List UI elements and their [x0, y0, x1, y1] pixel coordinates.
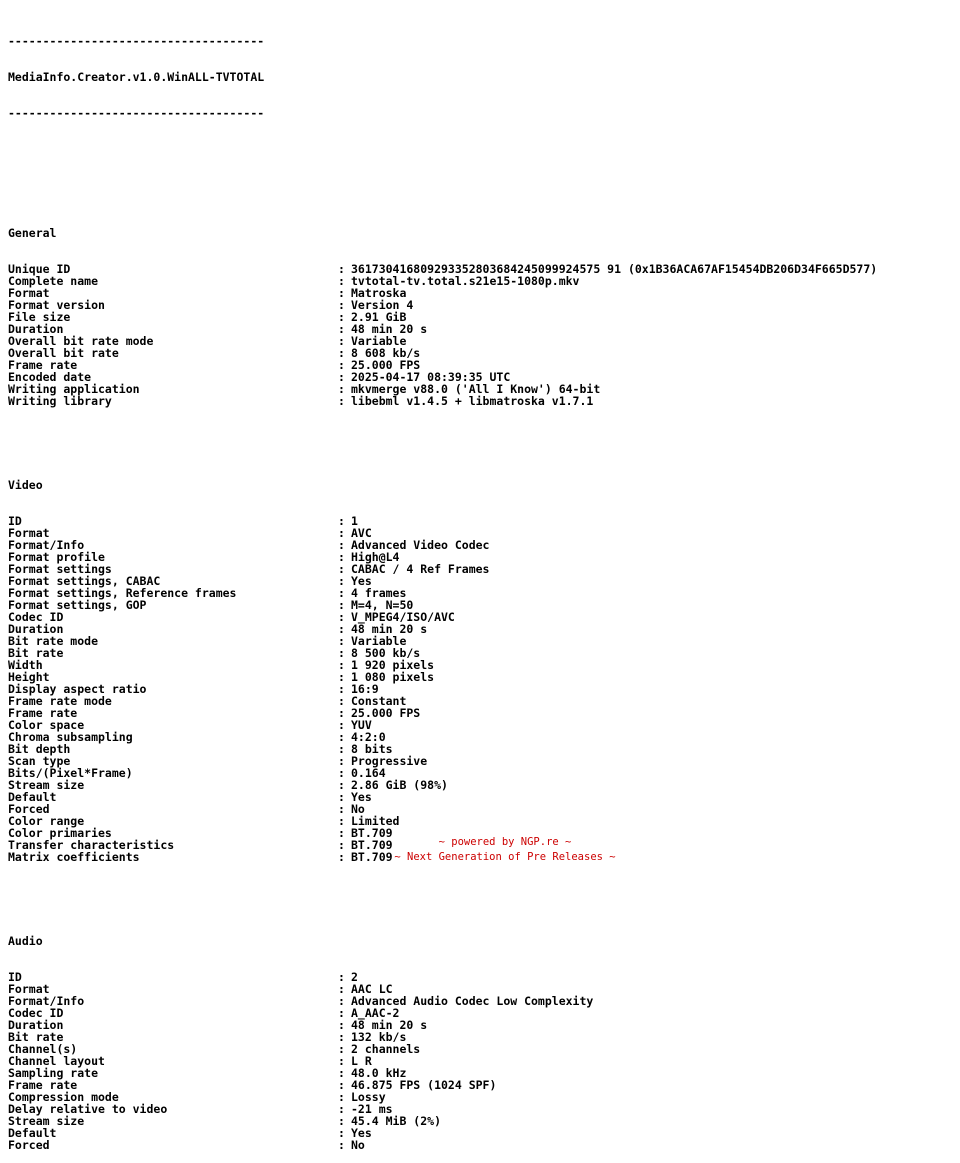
field-separator: : — [338, 262, 345, 276]
field-separator: : — [338, 526, 345, 540]
field-value: Progressive — [351, 754, 428, 768]
field-label: Format settings, Reference frames — [8, 586, 237, 600]
field-label: Bit rate — [8, 1030, 64, 1044]
field-label: Frame rate — [8, 1078, 78, 1092]
field-label: Transfer characteristics — [8, 838, 175, 852]
field-label: Scan type — [8, 754, 71, 768]
field-label: Display aspect ratio — [8, 682, 147, 696]
video-section-heading: Video — [8, 478, 43, 492]
field-value: Variable — [351, 334, 407, 348]
field-value: 1 — [351, 514, 358, 528]
field-value: 46.875 FPS (1024 SPF) — [351, 1078, 497, 1092]
field-separator: : — [338, 994, 345, 1008]
field-label: Width — [8, 658, 43, 672]
field-value: AVC — [351, 526, 372, 540]
field-separator: : — [338, 1066, 345, 1080]
field-value: 8 bits — [351, 742, 393, 756]
field-value: Lossy — [351, 1090, 386, 1104]
field-value: 48 min 20 s — [351, 622, 428, 636]
field-label: Duration — [8, 1018, 64, 1032]
field-separator: : — [338, 814, 345, 828]
field-value: 48 min 20 s — [351, 322, 428, 336]
field-label: Format settings, CABAC — [8, 574, 161, 588]
field-label: Format — [8, 982, 50, 996]
audio-row — [8, 1090, 386, 1104]
field-label: Overall bit rate — [8, 346, 119, 360]
field-label: Stream size — [8, 1114, 85, 1128]
field-separator: : — [338, 718, 345, 732]
field-separator: : — [338, 370, 345, 384]
field-value: 0.164 — [351, 766, 386, 780]
field-label: Color range — [8, 814, 85, 828]
video-section — [8, 514, 490, 864]
field-label: Channel layout — [8, 1054, 105, 1068]
field-value: 1 920 pixels — [351, 658, 435, 672]
audio-row — [8, 1066, 407, 1080]
field-label: Writing application — [8, 382, 140, 396]
field-separator: : — [338, 754, 345, 768]
audio-row — [8, 1102, 393, 1116]
field-label: Matrix coefficients — [8, 850, 140, 864]
audio-row — [8, 994, 594, 1008]
field-value: 4:2:0 — [351, 730, 386, 744]
field-label: Codec ID — [8, 1006, 64, 1020]
field-value: Variable — [351, 634, 407, 648]
audio-row — [8, 1006, 400, 1020]
audio-row — [8, 1126, 372, 1140]
field-value: Version 4 — [351, 298, 414, 312]
field-separator: : — [338, 766, 345, 780]
field-label: Format/Info — [8, 994, 85, 1008]
audio-row — [8, 1138, 365, 1152]
field-label: Sampling rate — [8, 1066, 99, 1080]
audio-row — [8, 1054, 372, 1068]
field-value: 48.0 kHz — [351, 1066, 407, 1080]
field-separator: : — [338, 850, 345, 864]
field-value: L R — [351, 1054, 372, 1068]
field-separator: : — [338, 334, 345, 348]
field-separator: : — [338, 1138, 345, 1152]
field-separator: : — [338, 970, 345, 984]
audio-row — [8, 1030, 407, 1044]
field-separator: : — [338, 694, 345, 708]
audio-row — [8, 1114, 442, 1128]
field-separator: : — [338, 622, 345, 636]
field-value: M=4, N=50 — [351, 598, 414, 612]
field-separator: : — [338, 802, 345, 816]
field-label: Compression mode — [8, 1090, 119, 1104]
document-title: MediaInfo.Creator.v1.0.WinALL-TVTOTAL — [8, 70, 265, 84]
field-value: 4 frames — [351, 586, 407, 600]
field-separator: : — [338, 550, 345, 564]
field-value: Yes — [351, 574, 372, 588]
audio-row — [8, 982, 393, 996]
field-label: Format — [8, 286, 50, 300]
field-separator: : — [338, 382, 345, 396]
field-value: 361730416809293352803684245099924575 91 (0x1B36ACA67AF15454DB206D34F665D577) — [351, 262, 878, 276]
field-value: 132 kb/s — [351, 1030, 407, 1044]
field-value: Constant — [351, 694, 407, 708]
field-value: Advanced Video Codec — [351, 538, 490, 552]
field-value: Yes — [351, 790, 372, 804]
field-value: tvtotal-tv.total.s21e15-1080p.mkv — [351, 274, 580, 288]
audio-row — [8, 970, 358, 984]
field-value: High@L4 — [351, 550, 400, 564]
field-value: 48 min 20 s — [351, 1018, 428, 1032]
field-separator: : — [338, 358, 345, 372]
field-separator: : — [338, 682, 345, 696]
field-label: Channel(s) — [8, 1042, 78, 1056]
field-separator: : — [338, 1006, 345, 1020]
field-label: Delay relative to video — [8, 1102, 168, 1116]
field-label: Format profile — [8, 550, 105, 564]
field-separator: : — [338, 658, 345, 672]
field-value: No — [351, 802, 365, 816]
field-separator: : — [338, 1114, 345, 1128]
audio-section — [8, 970, 594, 1152]
audio-row — [8, 1042, 421, 1056]
field-separator: : — [338, 634, 345, 648]
field-value: CABAC / 4 Ref Frames — [351, 562, 490, 576]
field-value: mkvmerge v88.0 ('All I Know') 64-bit — [351, 382, 601, 396]
field-separator: : — [338, 598, 345, 612]
header-rule-top: ------------------------------------- — [8, 34, 265, 48]
field-separator: : — [338, 574, 345, 588]
field-separator: : — [338, 1054, 345, 1068]
footer-tagline: ~ Next Generation of Pre Releases ~ — [394, 851, 616, 863]
field-separator: : — [338, 982, 345, 996]
field-separator: : — [338, 274, 345, 288]
field-label: Color space — [8, 718, 85, 732]
field-label: Duration — [8, 322, 64, 336]
field-value: AAC LC — [351, 982, 393, 996]
field-label: Complete name — [8, 274, 99, 288]
field-label: Forced — [8, 1138, 50, 1152]
field-separator: : — [338, 1102, 345, 1116]
field-value: 2 channels — [351, 1042, 421, 1056]
field-value: No — [351, 1138, 365, 1152]
field-separator: : — [338, 538, 345, 552]
field-separator: : — [338, 1090, 345, 1104]
field-value: 25.000 FPS — [351, 706, 421, 720]
field-label: Unique ID — [8, 262, 71, 276]
general-section — [8, 262, 878, 408]
field-separator: : — [338, 562, 345, 576]
field-value: V_MPEG4/ISO/AVC — [351, 610, 455, 624]
field-value: Yes — [351, 1126, 372, 1140]
field-label: Bit rate — [8, 646, 64, 660]
field-separator: : — [338, 322, 345, 336]
audio-row — [8, 1018, 428, 1032]
general-section-heading: General — [8, 226, 57, 240]
header-rule-bottom: ------------------------------------- — [8, 106, 265, 120]
field-value: 2 — [351, 970, 358, 984]
field-separator: : — [338, 1030, 345, 1044]
field-label: Duration — [8, 622, 64, 636]
field-label: Frame rate — [8, 706, 78, 720]
field-value: BT.709 — [351, 850, 393, 864]
footer-powered-by: ~ powered by NGP.re ~ — [438, 836, 572, 848]
field-separator: : — [338, 586, 345, 600]
field-separator: : — [338, 670, 345, 684]
audio-section-heading: Audio — [8, 934, 43, 948]
field-label: Format settings — [8, 562, 112, 576]
field-value: 8 608 kb/s — [351, 346, 421, 360]
field-separator: : — [338, 790, 345, 804]
field-value: A_AAC-2 — [351, 1006, 400, 1020]
field-label: Format/Info — [8, 538, 85, 552]
field-label: ID — [8, 970, 22, 984]
field-separator: : — [338, 1018, 345, 1032]
field-label: Bit rate mode — [8, 634, 99, 648]
field-separator: : — [338, 298, 345, 312]
field-separator: : — [338, 1042, 345, 1056]
field-separator: : — [338, 646, 345, 660]
field-value: 2025-04-17 08:39:35 UTC — [351, 370, 511, 384]
field-label: File size — [8, 310, 71, 324]
field-value: Advanced Audio Codec Low Complexity — [351, 994, 594, 1008]
field-value: Limited — [351, 814, 400, 828]
field-separator: : — [338, 1078, 345, 1092]
field-separator: : — [338, 310, 345, 324]
field-separator: : — [338, 610, 345, 624]
field-label: Height — [8, 670, 50, 684]
field-label: Format — [8, 526, 50, 540]
field-label: ID — [8, 514, 22, 528]
field-label: Format version — [8, 298, 105, 312]
field-label: Forced — [8, 802, 50, 816]
field-label: Frame rate — [8, 358, 78, 372]
field-label: Codec ID — [8, 610, 64, 624]
field-separator: : — [338, 778, 345, 792]
general-row — [8, 394, 594, 408]
field-label: Bit depth — [8, 742, 71, 756]
field-label: Default — [8, 790, 57, 804]
field-separator: : — [338, 286, 345, 300]
field-separator: : — [338, 838, 345, 852]
field-label: Format settings, GOP — [8, 598, 147, 612]
field-label: Chroma subsampling — [8, 730, 133, 744]
field-separator: : — [338, 730, 345, 744]
field-label: Default — [8, 1126, 57, 1140]
field-value: BT.709 — [351, 838, 393, 852]
field-value: Matroska — [351, 286, 407, 300]
field-value: 1 080 pixels — [351, 670, 435, 684]
field-value: -21 ms — [351, 1102, 393, 1116]
field-label: Stream size — [8, 778, 85, 792]
field-value: 25.000 FPS — [351, 358, 421, 372]
field-value: 45.4 MiB (2%) — [351, 1114, 442, 1128]
field-value: YUV — [351, 718, 372, 732]
field-label: Color primaries — [8, 826, 112, 840]
field-label: Bits/(Pixel*Frame) — [8, 766, 133, 780]
field-label: Frame rate mode — [8, 694, 112, 708]
field-separator: : — [338, 826, 345, 840]
field-separator: : — [338, 514, 345, 528]
audio-row — [8, 1078, 497, 1092]
field-separator: : — [338, 742, 345, 756]
field-separator: : — [338, 394, 345, 408]
field-separator: : — [338, 706, 345, 720]
field-value: libebml v1.4.5 + libmatroska v1.7.1 — [351, 394, 594, 408]
field-value: BT.709 — [351, 826, 393, 840]
field-value: 16:9 — [351, 682, 379, 696]
field-value: 8 500 kb/s — [351, 646, 421, 660]
field-label: Writing library — [8, 394, 112, 408]
field-separator: : — [338, 346, 345, 360]
field-separator: : — [338, 1126, 345, 1140]
field-label: Encoded date — [8, 370, 92, 384]
field-label: Overall bit rate mode — [8, 334, 154, 348]
field-value: 2.86 GiB (98%) — [351, 778, 448, 792]
field-value: 2.91 GiB — [351, 310, 407, 324]
